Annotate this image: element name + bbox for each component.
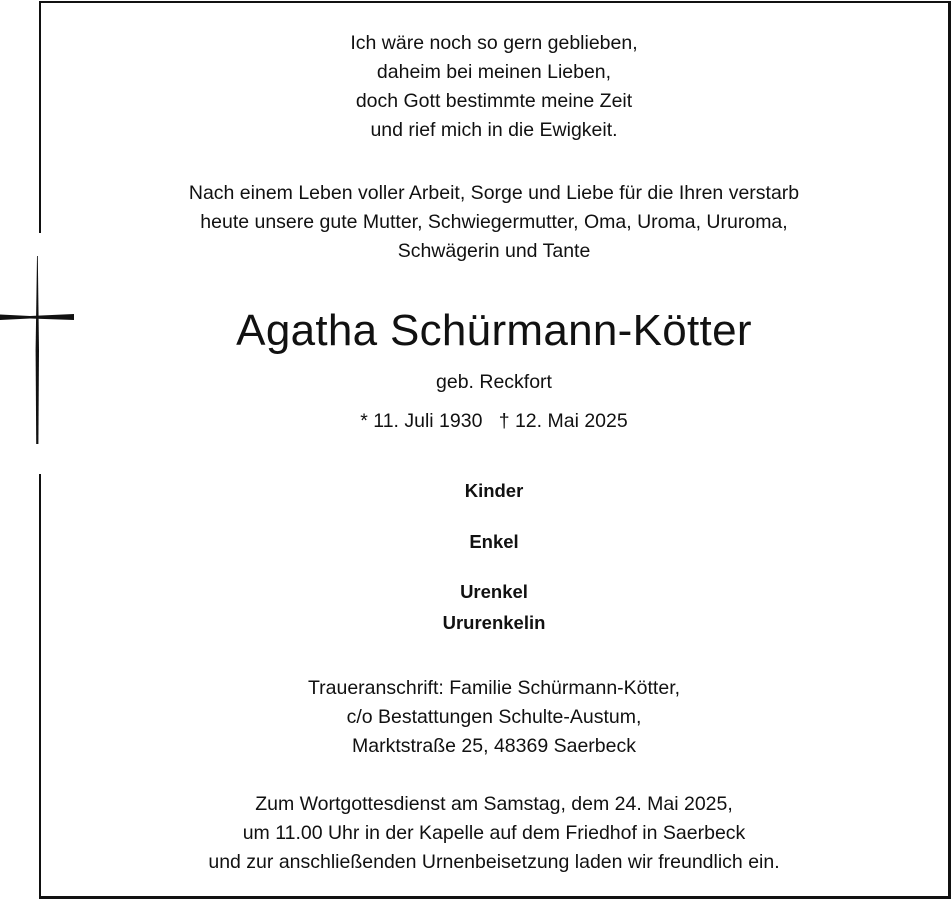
frame-border-top	[39, 1, 951, 3]
poem-line: und rief mich in die Ewigkeit.	[370, 119, 618, 141]
intro-line: Schwägerin und Tante	[397, 240, 591, 262]
deceased-name: Agatha Schürmann-Kötter	[236, 306, 752, 355]
mourner-group: Enkel	[469, 531, 519, 552]
address-line: c/o Bestattungen Schulte-Austum,	[346, 706, 642, 728]
intro-line: heute unsere gute Mutter, Schwiegermutter, Oma, Uroma, Ururoma,	[200, 211, 788, 233]
address-line: Traueranschrift: Familie Schürmann-Kötter,	[307, 677, 681, 699]
poem-line: daheim bei meinen Lieben,	[376, 61, 612, 83]
service-line: um 11.00 Uhr in der Kapelle auf dem Friedhof in Saerbeck	[242, 822, 746, 844]
service-line: Zum Wortgottesdienst am Samstag, dem 24. Mai 2025,	[255, 793, 733, 815]
mourner-group: Urenkel	[460, 581, 528, 602]
poem-line: Ich wäre noch so gern geblieben,	[350, 32, 638, 54]
frame-border-bottom	[39, 896, 951, 899]
frame-border-right	[948, 1, 951, 899]
address-line: Marktstraße 25, 48369 Saerbeck	[352, 735, 636, 757]
life-dates: * 11. Juli 1930 † 12. Mai 2025	[360, 410, 628, 432]
mourner-group: Kinder	[464, 480, 524, 501]
mourner-group: Ururenkelin	[442, 612, 546, 633]
poem-line: doch Gott bestimmte meine Zeit	[355, 90, 633, 112]
service-line: und zur anschließenden Urnenbeisetzung laden wir freundlich ein.	[208, 851, 780, 873]
intro-line: Nach einem Leben voller Arbeit, Sorge und Liebe für die Ihren verstarb	[188, 182, 800, 204]
birth-name: geb. Reckfort	[436, 371, 552, 393]
